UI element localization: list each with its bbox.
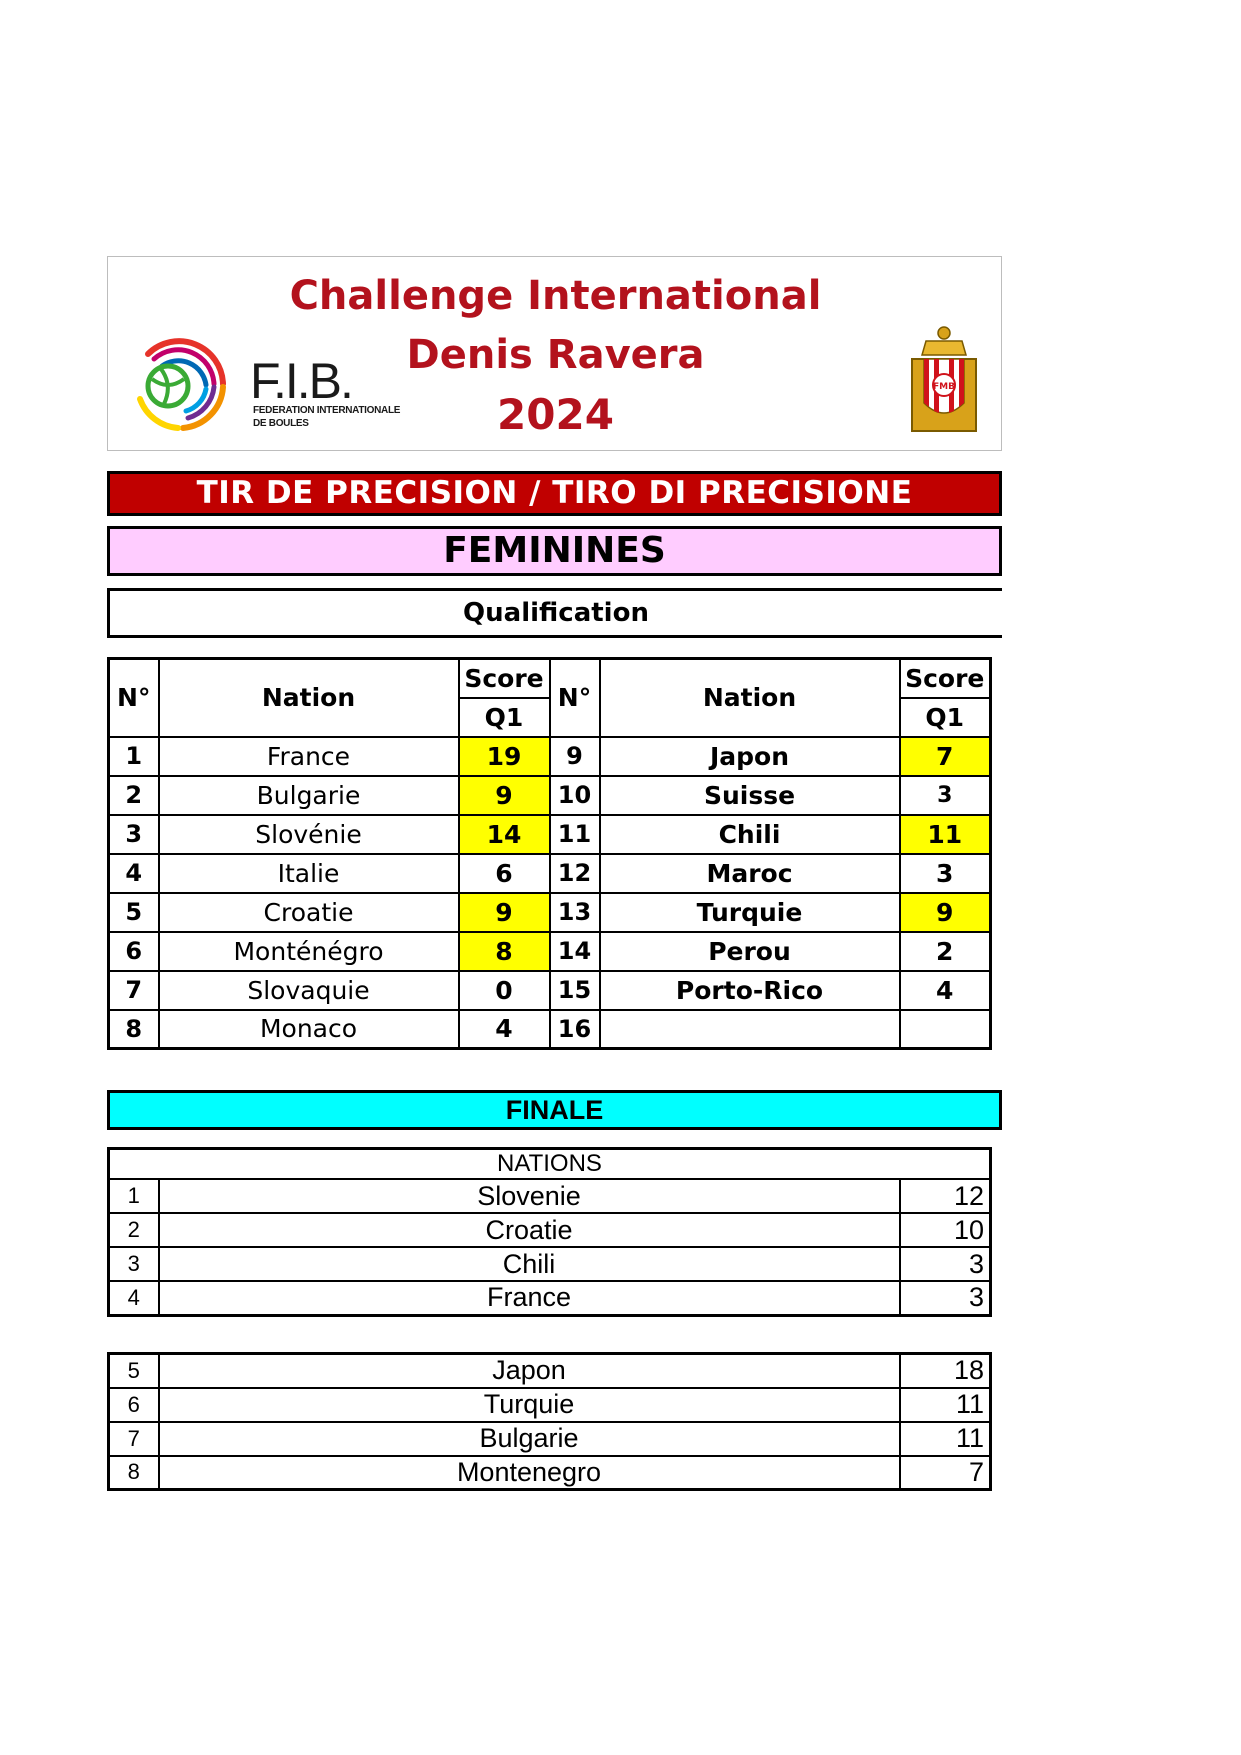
right-nation: Chili	[600, 815, 900, 854]
left-number: 4	[109, 854, 159, 893]
right-score: 7	[900, 737, 991, 776]
right-nation: Suisse	[600, 776, 900, 815]
header-score-right: Score	[900, 659, 991, 698]
left-score: 19	[459, 737, 550, 776]
right-score: 3	[900, 776, 991, 815]
right-number: 9	[550, 737, 600, 776]
header-nation-right: Nation	[600, 659, 900, 737]
right-number: 12	[550, 854, 600, 893]
nations-header: NATIONS	[109, 1149, 991, 1180]
final-table-top	[107, 1147, 992, 1317]
final-nation: France	[159, 1281, 900, 1315]
left-score: 8	[459, 932, 550, 971]
left-number: 7	[109, 971, 159, 1010]
final-row	[109, 1247, 991, 1281]
final-row	[109, 1179, 991, 1213]
right-nation: Porto-Rico	[600, 971, 900, 1010]
right-number: 10	[550, 776, 600, 815]
left-score: 9	[459, 893, 550, 932]
right-nation	[600, 1010, 900, 1049]
fmb-crest-icon	[904, 319, 984, 439]
crest-text: FMB	[933, 382, 955, 392]
left-score: 9	[459, 776, 550, 815]
final-score: 7	[900, 1456, 991, 1490]
qualification-row	[109, 776, 991, 815]
right-number: 16	[550, 1010, 600, 1049]
header-round-left: Q1	[459, 698, 550, 737]
left-nation: Slovénie	[159, 815, 459, 854]
right-nation: Japon	[600, 737, 900, 776]
final-score: 12	[900, 1179, 991, 1213]
left-nation: Slovaquie	[159, 971, 459, 1010]
final-score: 10	[900, 1213, 991, 1247]
fib-logo-subtitle-2: DE BOULES	[253, 418, 309, 429]
final-rank: 5	[109, 1354, 159, 1388]
right-number: 13	[550, 893, 600, 932]
fib-logo-subtitle-1: FEDERATION INTERNATIONALE	[253, 405, 401, 416]
final-nation: Croatie	[159, 1213, 900, 1247]
left-score: 6	[459, 854, 550, 893]
final-row	[109, 1388, 991, 1422]
phase-banner: Qualification	[107, 588, 1002, 638]
final-rank: 1	[109, 1179, 159, 1213]
right-score: 9	[900, 893, 991, 932]
fib-logo-icon	[128, 329, 238, 439]
final-nation: Montenegro	[159, 1456, 900, 1490]
final-rank: 2	[109, 1213, 159, 1247]
final-score: 11	[900, 1422, 991, 1456]
right-nation: Turquie	[600, 893, 900, 932]
qualification-row	[109, 737, 991, 776]
left-nation: Monaco	[159, 1010, 459, 1049]
final-banner: FINALE	[107, 1090, 1002, 1130]
qualification-row	[109, 932, 991, 971]
left-nation: Italie	[159, 854, 459, 893]
header-number-right: N°	[550, 659, 600, 737]
left-nation: France	[159, 737, 459, 776]
header-box	[107, 256, 1002, 451]
header-round-right: Q1	[900, 698, 991, 737]
left-number: 6	[109, 932, 159, 971]
left-score: 0	[459, 971, 550, 1010]
left-score: 4	[459, 1010, 550, 1049]
final-row	[109, 1422, 991, 1456]
qualification-row	[109, 815, 991, 854]
final-nation: Turquie	[159, 1388, 900, 1422]
title-line-2: Denis Ravera	[406, 332, 705, 378]
left-number: 8	[109, 1010, 159, 1049]
final-row	[109, 1456, 991, 1490]
qualification-table	[107, 657, 992, 1050]
qualification-row	[109, 1010, 991, 1049]
final-rank: 6	[109, 1388, 159, 1422]
header-nation-left: Nation	[159, 659, 459, 737]
final-nation: Bulgarie	[159, 1422, 900, 1456]
right-score: 3	[900, 854, 991, 893]
title-line-3: 2024	[497, 390, 614, 439]
right-score: 11	[900, 815, 991, 854]
left-number: 5	[109, 893, 159, 932]
right-score: 4	[900, 971, 991, 1010]
right-nation: Maroc	[600, 854, 900, 893]
final-rank: 7	[109, 1422, 159, 1456]
title-line-1: Challenge International	[289, 273, 822, 319]
left-score: 14	[459, 815, 550, 854]
final-table-bottom	[107, 1352, 992, 1491]
category-banner: FEMININES	[107, 526, 1002, 576]
right-score	[900, 1010, 991, 1049]
header-number-left: N°	[109, 659, 159, 737]
qualification-row	[109, 854, 991, 893]
right-score: 2	[900, 932, 991, 971]
qualification-row	[109, 893, 991, 932]
final-nation: Chili	[159, 1247, 900, 1281]
qualification-row	[109, 971, 991, 1010]
right-number: 11	[550, 815, 600, 854]
final-nation: Japon	[159, 1354, 900, 1388]
right-number: 14	[550, 932, 600, 971]
event-banner: TIR DE PRECISION / TIRO DI PRECISIONE	[107, 471, 1002, 516]
left-number: 2	[109, 776, 159, 815]
final-score: 3	[900, 1281, 991, 1315]
final-row	[109, 1354, 991, 1388]
final-rank: 3	[109, 1247, 159, 1281]
left-number: 3	[109, 815, 159, 854]
left-number: 1	[109, 737, 159, 776]
final-row	[109, 1281, 991, 1315]
header-score-left: Score	[459, 659, 550, 698]
final-score: 18	[900, 1354, 991, 1388]
final-rank: 4	[109, 1281, 159, 1315]
final-nation: Slovenie	[159, 1179, 900, 1213]
final-score: 3	[900, 1247, 991, 1281]
right-number: 15	[550, 971, 600, 1010]
final-rank: 8	[109, 1456, 159, 1490]
final-score: 11	[900, 1388, 991, 1422]
fib-logo-text: F.I.B.	[250, 353, 352, 409]
left-nation: Monténégro	[159, 932, 459, 971]
right-nation: Perou	[600, 932, 900, 971]
left-nation: Bulgarie	[159, 776, 459, 815]
left-nation: Croatie	[159, 893, 459, 932]
final-row	[109, 1213, 991, 1247]
